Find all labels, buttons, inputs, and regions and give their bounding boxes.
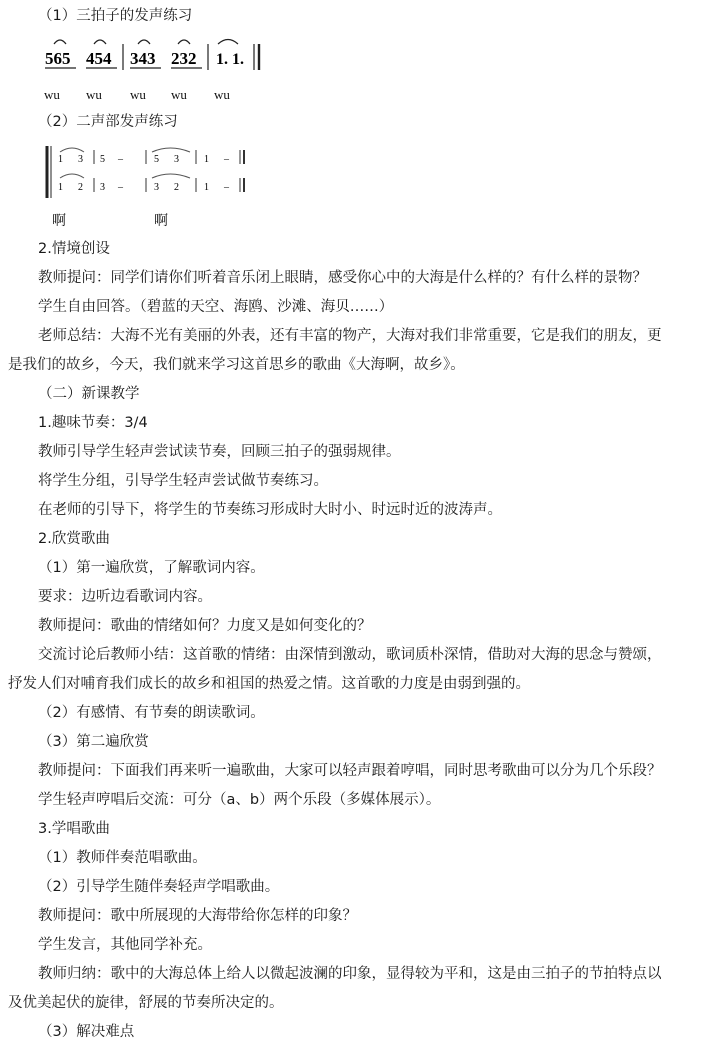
slur-mark <box>178 40 190 44</box>
lyric-wu: wu <box>130 87 146 102</box>
heading-rhythm: 1.趣味节奏：3/4 <box>38 415 148 431</box>
triple-meter-notation <box>40 32 320 80</box>
lyric-wu: wu <box>214 87 230 102</box>
paragraph-line: （3）解决难点 <box>38 1024 135 1040</box>
slur-mark <box>138 40 150 44</box>
paragraph-line: （3）第二遍欣赏 <box>38 734 149 750</box>
note: 3 <box>154 182 159 193</box>
lyric-a: 啊 <box>154 213 168 229</box>
paragraph-line: 教师归纳：歌中的大海总体上给人以微起波澜的印象，显得较为平和，这是由三拍子的节拍特点以 <box>38 966 662 982</box>
paragraph-line: 抒发人们对哺育我们成长的故乡和祖国的热爱之情。这首歌的力度是由弱到强的。 <box>8 676 530 692</box>
paragraph-line: 将学生分组，引导学生轻声尝试做节奏练习。 <box>38 473 328 489</box>
slur-mark <box>60 148 84 152</box>
section-title-two-part: （2）二声部发声练习 <box>38 114 178 130</box>
lyric-wu: wu <box>86 87 102 102</box>
slur-mark <box>152 148 190 152</box>
slur-mark <box>94 40 106 44</box>
slur-mark <box>54 40 66 44</box>
note: 3 <box>100 182 105 193</box>
paragraph-line: 学生轻声哼唱后交流：可分（a、b）两个乐段（多媒体展示）。 <box>38 792 441 808</box>
paragraph-line: （2）引导学生随伴奏轻声学唱歌曲。 <box>38 879 280 895</box>
paragraph-line: 学生发言，其他同学补充。 <box>38 937 212 953</box>
note: 1 <box>58 154 63 165</box>
lyric-a: 啊 <box>52 213 66 229</box>
paragraph-line: 教师提问：歌曲的情绪如何？力度又是如何变化的？ <box>38 618 372 634</box>
note-group: 343 <box>130 49 156 68</box>
note: – <box>118 182 123 193</box>
note: – <box>118 154 123 165</box>
note-group: 454 <box>86 49 112 68</box>
heading-scenario: 2.情境创设 <box>38 241 110 257</box>
note: 1 <box>58 182 63 193</box>
paragraph-line: （1）教师伴奏范唱歌曲。 <box>38 850 207 866</box>
two-part-notation <box>44 142 284 206</box>
note: 3 <box>174 154 179 165</box>
paragraph-line: （1）第一遍欣赏，了解歌词内容。 <box>38 560 265 576</box>
section-title-triple-meter: （1）三拍子的发声练习 <box>38 8 193 24</box>
note: – <box>224 154 229 165</box>
note: 1 <box>204 154 209 165</box>
note: – <box>224 182 229 193</box>
note-group: 565 <box>45 49 71 68</box>
paragraph-line: 在老师的引导下，将学生的节奏练习形成时大时小、时远时近的波涛声。 <box>38 502 502 518</box>
paragraph-line: 是我们的故乡，今天，我们就来学习这首思乡的歌曲《大海啊，故乡》。 <box>8 357 465 373</box>
slur-mark <box>60 174 84 178</box>
paragraph-line: 教师提问：歌中所展现的大海带给你怎样的印象？ <box>38 908 357 924</box>
paragraph-line: 要求：边听边看歌词内容。 <box>38 589 212 605</box>
paragraph-line: 及优美起伏的旋律，舒展的节奏所决定的。 <box>8 995 284 1011</box>
slur-mark <box>218 40 238 45</box>
lyric-wu: wu <box>171 87 187 102</box>
heading-new-lesson: （二）新课教学 <box>38 386 140 402</box>
paragraph-line: 教师提问：下面我们再来听一遍歌曲，大家可以轻声跟着哼唱，同时思考歌曲可以分为几个乐段？ <box>38 763 662 779</box>
note: 5 <box>100 154 105 165</box>
paragraph-line: 交流讨论后教师小结：这首歌的情绪：由深情到激动，歌词质朴深情，借助对大海的思念与赞颂， <box>38 647 662 663</box>
heading-learn-song: 3.学唱歌曲 <box>38 821 110 837</box>
paragraph-line: 教师引导学生轻声尝试读节奏，回顾三拍子的强弱规律。 <box>38 444 401 460</box>
paragraph-line: （2）有感情、有节奏的朗读歌词。 <box>38 705 265 721</box>
note: 2 <box>78 182 83 193</box>
note-ending: 1. 1. <box>216 51 244 68</box>
paragraph-line: 教师提问：同学们请你们听着音乐闭上眼睛，感受你心中的大海是什么样的？有什么样的景物？ <box>38 270 647 286</box>
paragraph-line: 学生自由回答。（碧蓝的天空、海鸥、沙滩、海贝……） <box>38 299 394 315</box>
lyric-wu: wu <box>44 87 60 102</box>
slur-mark <box>152 174 190 178</box>
note: 2 <box>174 182 179 193</box>
note: 1 <box>204 182 209 193</box>
note-group: 232 <box>171 49 197 68</box>
note: 5 <box>154 154 159 165</box>
heading-appreciate: 2.欣赏歌曲 <box>38 531 110 547</box>
paragraph-line: 老师总结：大海不光有美丽的外表，还有丰富的物产，大海对我们非常重要，它是我们的朋友，更 <box>38 328 662 344</box>
note: 3 <box>78 154 83 165</box>
